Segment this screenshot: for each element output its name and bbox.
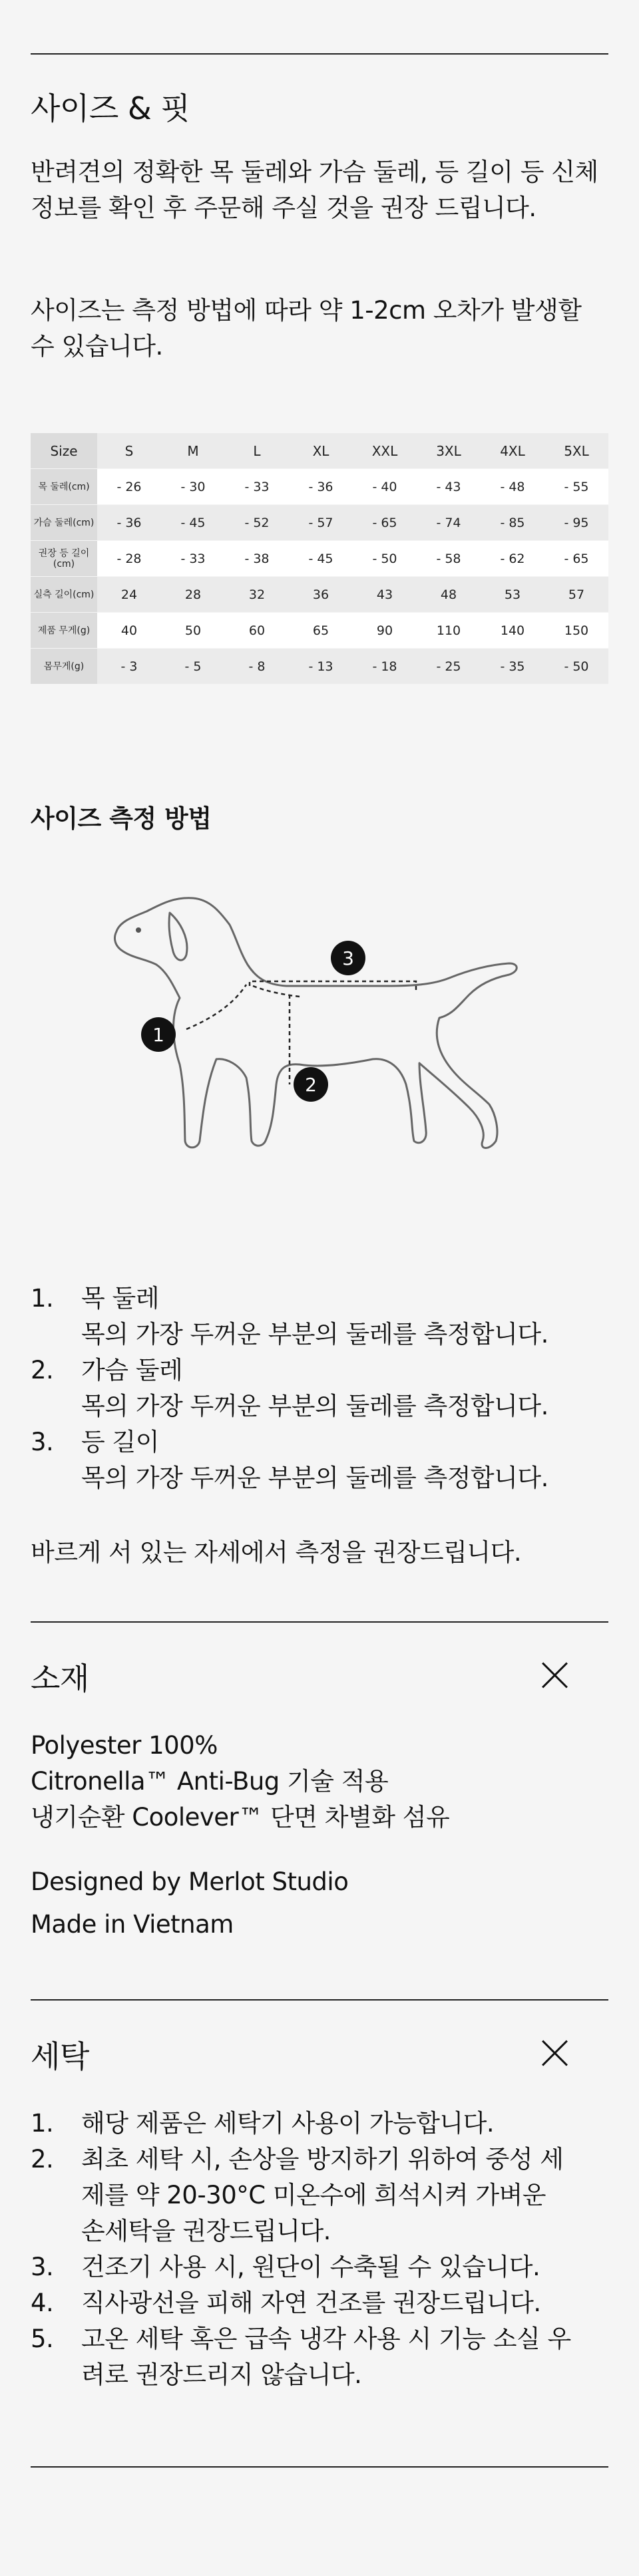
table-cell: 150 bbox=[544, 613, 608, 649]
table-cell: 110 bbox=[417, 613, 481, 649]
size-header-3xl: 3XL bbox=[417, 433, 481, 469]
marker-3 bbox=[331, 941, 365, 975]
measure-title: 사이즈 측정 방법 bbox=[31, 804, 212, 833]
material-line: 냉기순환 Coolever™ 단면 차별화 섬유 bbox=[31, 1803, 450, 1832]
list-number: 1. bbox=[31, 1284, 54, 1313]
row-label: 목 둘레(cm) bbox=[31, 469, 97, 505]
table-cell: - 55 bbox=[544, 469, 608, 505]
made-in: Made in Vietnam bbox=[31, 1910, 234, 1939]
row-label: 권장 등 길이 (cm) bbox=[31, 541, 97, 577]
marker-2-label: 2 bbox=[305, 1074, 317, 1096]
measure-tip: 바르게 서 있는 자세에서 측정을 권장드립니다. bbox=[31, 1538, 522, 1567]
table-cell: 40 bbox=[97, 613, 161, 649]
list-item bbox=[31, 2249, 576, 2285]
dog-ear bbox=[169, 913, 187, 960]
table-cell: - 8 bbox=[225, 649, 289, 685]
table-cell: - 65 bbox=[353, 505, 417, 541]
table-cell: - 85 bbox=[481, 505, 544, 541]
washing-item-text: 직사광선을 피해 자연 건조를 권장드립니다. bbox=[81, 2289, 541, 2317]
washing-item-text: 건조기 사용 시, 원단이 수축될 수 있습니다. bbox=[81, 2253, 540, 2281]
row-label: 실측 길이(cm) bbox=[31, 577, 97, 613]
list-item bbox=[31, 2285, 576, 2321]
table-cell: - 40 bbox=[353, 469, 417, 505]
washing-item-text: 최초 세탁 시, 손상을 방지하기 위하여 중성 세제를 약 20-30°C 미온수에 희석시켜 가벼운 손세탁을 권장드립니다. bbox=[81, 2145, 564, 2245]
table-cell: 43 bbox=[353, 577, 417, 613]
table-cell: - 36 bbox=[97, 505, 161, 541]
marker-1-label: 1 bbox=[152, 1024, 164, 1046]
material-line: Polyester 100% bbox=[31, 1731, 218, 1760]
table-cell: - 95 bbox=[544, 505, 608, 541]
table-row-body-weight bbox=[31, 649, 608, 685]
list-item bbox=[31, 2106, 576, 2142]
table-cell: 50 bbox=[161, 613, 225, 649]
size-fit-intro: 반려견의 정확한 목 둘레와 가슴 둘레, 등 길이 등 신체정보를 확인 후 주문해 주실 것을 권장 드립니다. bbox=[31, 158, 598, 222]
table-cell: - 48 bbox=[481, 469, 544, 505]
measure-list bbox=[31, 1281, 616, 1496]
table-cell: - 5 bbox=[161, 649, 225, 685]
table-cell: - 57 bbox=[289, 505, 353, 541]
table-cell: - 33 bbox=[161, 541, 225, 577]
measure-item-desc: 목의 가장 두꺼운 부분의 둘레를 측정합니다. bbox=[81, 1392, 548, 1420]
list-number: 2. bbox=[31, 2145, 54, 2174]
row-label: 몸무게(g) bbox=[31, 649, 97, 685]
table-cell: 28 bbox=[161, 577, 225, 613]
dog-eye bbox=[136, 927, 141, 933]
divider bbox=[31, 53, 608, 55]
table-cell: - 43 bbox=[417, 469, 481, 505]
material-title: 소재 bbox=[31, 1661, 89, 1696]
size-header-label: Size bbox=[31, 433, 97, 469]
table-cell: 36 bbox=[289, 577, 353, 613]
table-row-chest bbox=[31, 505, 608, 541]
row-label: 제품 무게(g) bbox=[31, 613, 97, 649]
material-origin bbox=[31, 1861, 616, 1946]
table-cell: - 26 bbox=[97, 469, 161, 505]
size-header-xxl: XXL bbox=[353, 433, 417, 469]
size-fit-title: 사이즈 & 핏 bbox=[31, 90, 190, 126]
measure-lines bbox=[186, 981, 416, 1084]
size-header-xl: XL bbox=[289, 433, 353, 469]
list-item bbox=[31, 1281, 616, 1353]
table-cell: - 38 bbox=[225, 541, 289, 577]
list-number: 5. bbox=[31, 2325, 54, 2353]
measure-item-desc: 목의 가장 두꺼운 부분의 둘레를 측정합니다. bbox=[81, 1320, 548, 1349]
table-cell: 65 bbox=[289, 613, 353, 649]
table-cell: - 28 bbox=[97, 541, 161, 577]
table-cell: - 45 bbox=[289, 541, 353, 577]
list-number: 1. bbox=[31, 2109, 54, 2138]
size-table-header bbox=[31, 433, 608, 469]
table-row-product-weight bbox=[31, 613, 608, 649]
table-cell: 48 bbox=[417, 577, 481, 613]
table-row-neck bbox=[31, 469, 608, 505]
table-cell: - 18 bbox=[353, 649, 417, 685]
list-number: 2. bbox=[31, 1356, 54, 1384]
table-cell: 140 bbox=[481, 613, 544, 649]
divider bbox=[31, 1621, 608, 1623]
size-header-m: M bbox=[161, 433, 225, 469]
table-cell: - 50 bbox=[544, 649, 608, 685]
size-header-4xl: 4XL bbox=[481, 433, 544, 469]
washing-title: 세탁 bbox=[31, 2038, 89, 2074]
table-cell: 24 bbox=[97, 577, 161, 613]
material-close-button[interactable] bbox=[540, 1661, 570, 1690]
measure-item-title: 등 길이 bbox=[81, 1428, 159, 1456]
table-cell: - 52 bbox=[225, 505, 289, 541]
list-number: 4. bbox=[31, 2289, 54, 2317]
table-cell: - 13 bbox=[289, 649, 353, 685]
dog-measurement-diagram bbox=[106, 885, 546, 1164]
measure-item-title: 목 둘레 bbox=[81, 1284, 159, 1313]
size-table bbox=[31, 433, 608, 685]
table-cell: - 30 bbox=[161, 469, 225, 505]
table-row-back-length bbox=[31, 541, 608, 577]
divider bbox=[31, 1999, 608, 2001]
table-cell: - 65 bbox=[544, 541, 608, 577]
table-cell: - 62 bbox=[481, 541, 544, 577]
measure-item-desc: 목의 가장 두꺼운 부분의 둘레를 측정합니다. bbox=[81, 1464, 548, 1492]
list-item bbox=[31, 1353, 616, 1424]
dog-body bbox=[114, 898, 517, 1148]
divider bbox=[31, 2466, 608, 2468]
table-cell: 57 bbox=[544, 577, 608, 613]
table-cell: - 45 bbox=[161, 505, 225, 541]
table-cell: - 33 bbox=[225, 469, 289, 505]
table-cell: - 50 bbox=[353, 541, 417, 577]
washing-list bbox=[31, 2106, 576, 2393]
table-row-actual-length bbox=[31, 577, 608, 613]
table-cell: - 36 bbox=[289, 469, 353, 505]
measure-item-title: 가슴 둘레 bbox=[81, 1356, 183, 1384]
size-header-5xl: 5XL bbox=[544, 433, 608, 469]
list-number: 3. bbox=[31, 1428, 54, 1456]
designed-by: Designed by Merlot Studio bbox=[31, 1867, 349, 1896]
list-number: 3. bbox=[31, 2253, 54, 2281]
table-cell: - 25 bbox=[417, 649, 481, 685]
table-cell: 60 bbox=[225, 613, 289, 649]
washing-item-text: 고온 세탁 혹은 급속 냉각 사용 시 기능 소실 우려로 권장드리지 않습니다. bbox=[81, 2325, 571, 2389]
list-item bbox=[31, 2321, 576, 2393]
size-header-l: L bbox=[225, 433, 289, 469]
table-cell: - 58 bbox=[417, 541, 481, 577]
table-cell: 32 bbox=[225, 577, 289, 613]
neck-measure-line bbox=[186, 985, 246, 1029]
material-details bbox=[31, 1728, 616, 1836]
marker-2 bbox=[294, 1067, 328, 1102]
washing-item-text: 해당 제품은 세탁기 사용이 가능합니다. bbox=[81, 2109, 495, 2138]
size-fit-note: 사이즈는 측정 방법에 따라 약 1-2cm 오차가 발생할 수 있습니다. bbox=[31, 296, 582, 361]
table-cell: - 3 bbox=[97, 649, 161, 685]
marker-3-label: 3 bbox=[342, 947, 354, 969]
size-header-s: S bbox=[97, 433, 161, 469]
table-cell: 90 bbox=[353, 613, 417, 649]
list-item bbox=[31, 1424, 616, 1496]
marker-1 bbox=[141, 1017, 176, 1052]
table-cell: - 35 bbox=[481, 649, 544, 685]
table-cell: 53 bbox=[481, 577, 544, 613]
washing-close-button[interactable] bbox=[540, 2038, 570, 2068]
dog-outline bbox=[114, 898, 517, 1148]
row-label: 가슴 둘레(cm) bbox=[31, 505, 97, 541]
material-line: Citronella™ Anti-Bug 기술 적용 bbox=[31, 1767, 389, 1796]
list-item bbox=[31, 2142, 576, 2249]
neck-measure-line-back bbox=[253, 986, 300, 997]
table-cell: - 74 bbox=[417, 505, 481, 541]
